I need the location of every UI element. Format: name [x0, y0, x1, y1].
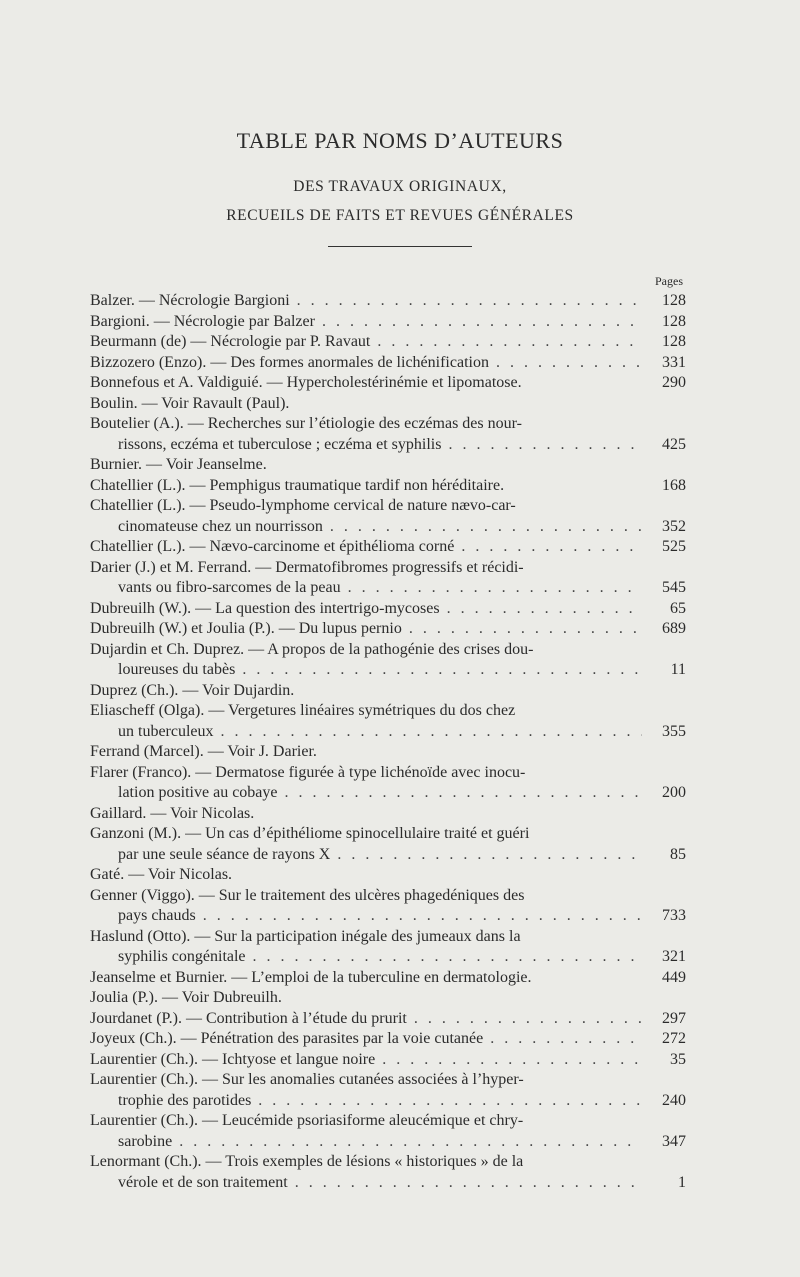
entry-text: Laurentier (Ch.). — Leucémide psoriasiforme aleucémique et chry-: [90, 1112, 524, 1129]
entry-text: Gaté. — Voir Nicolas.: [90, 866, 233, 883]
index-entry-line: [90, 1009, 686, 1030]
entry-text: Bonnefous et A. Valdiguié. — Hypercholestérinémie et lipomatose.: [90, 374, 522, 391]
entry-page-number: 200: [662, 784, 686, 801]
entry-text: Balzer. — Nécrologie Bargioni . . .: [90, 291, 642, 312]
entry-text: Beurmann (de) — Nécrologie par P. Ravaut . . .: [90, 332, 642, 353]
entry-text: trophie des parotides . . .: [90, 1091, 642, 1112]
entry-text: Lenormant (Ch.). — Trois exemples de lésions « historiques » de la: [90, 1153, 524, 1170]
index-entry-line: [90, 640, 686, 661]
entry-text: pays chauds . . .: [90, 906, 642, 927]
entry-text: Joyeux (Ch.). — Pénétration des parasites par la voie cutanée . . .: [90, 1029, 642, 1050]
index-entry-line: [90, 681, 686, 702]
index-entry-line: [90, 660, 686, 681]
entry-text: Dubreuilh (W.). — La question des intertrigo-mycoses . . .: [90, 599, 642, 620]
entry-text: rissons, eczéma et tuberculose ; eczéma et syphilis . . .: [90, 435, 642, 456]
index-entry-line: [90, 599, 686, 620]
entry-page-number: 290: [662, 374, 686, 391]
entry-page-number: 733: [662, 907, 686, 924]
entry-page-number: 168: [662, 476, 686, 494]
entry-text: Eliascheff (Olga). — Vergetures linéaires symétriques du dos chez: [90, 702, 516, 719]
entry-text: Flarer (Franco). — Dermatose figurée à type lichénoïde avec inocu-: [90, 763, 526, 781]
entry-text: Laurentier (Ch.). — Ichtyose et langue noire . . .: [90, 1050, 642, 1071]
entry-text: Joulia (P.). — Voir Dubreuilh.: [90, 989, 282, 1006]
entry-page-number: 128: [662, 292, 686, 309]
entry-page-number: 11: [670, 661, 686, 678]
index-entry-line: [90, 988, 686, 1009]
entry-page-number: 689: [662, 620, 686, 637]
entry-page-number: 65: [670, 599, 686, 617]
entry-page-number: 240: [662, 1091, 686, 1109]
index-entry-line: [90, 722, 686, 743]
entry-text: Chatellier (L.). — Pseudo-lymphome cervical de nature nævo-car-: [90, 497, 516, 514]
entry-page-number: 128: [662, 333, 686, 350]
entry-page-number: 425: [662, 435, 686, 453]
entry-page-number: 272: [662, 1030, 686, 1047]
index-entry-line: [90, 619, 686, 640]
entry-text: par une seule séance de rayons X . . .: [90, 845, 642, 866]
entry-text: Haslund (Otto). — Sur la participation inégale des jumeaux dans la: [90, 927, 521, 945]
entry-text: Jourdanet (P.). — Contribution à l’étude du prurit . . .: [90, 1009, 642, 1030]
entry-page-number: 347: [662, 1132, 686, 1150]
index-entry-line: [90, 927, 686, 948]
entry-text: Ferrand (Marcel). — Voir J. Darier.: [90, 743, 317, 760]
index-entry-line: [90, 968, 686, 989]
index-entry-line: [90, 353, 686, 374]
subtitle-line-2: RECUEILS DE FAITS ET REVUES GÉNÉRALES: [226, 207, 574, 224]
author-index-list: [90, 291, 686, 1193]
entry-page-number: 355: [662, 722, 686, 740]
index-entry-line: [90, 783, 686, 804]
entry-text: un tuberculeux . . .: [90, 722, 642, 743]
index-entry-line: [90, 865, 686, 886]
index-entry-line: [90, 414, 686, 435]
index-entry-line: [90, 476, 686, 497]
entry-text: Gaillard. — Voir Nicolas.: [90, 804, 255, 822]
entry-text: Duprez (Ch.). — Voir Dujardin.: [90, 681, 295, 699]
entry-text: vants ou fibro-sarcomes de la peau . . .: [90, 578, 642, 599]
index-entry-line: [90, 1091, 686, 1112]
entry-text: syphilis congénitale . . .: [90, 947, 642, 968]
entry-text: Burnier. — Voir Jeanselme.: [90, 456, 267, 473]
index-entry-line: [90, 1152, 686, 1173]
index-entry-line: [90, 394, 686, 415]
entry-text: Laurentier (Ch.). — Sur les anomalies cutanées associées à l’hyper-: [90, 1071, 524, 1088]
index-entry-line: [90, 804, 686, 825]
index-entry-line: [90, 1070, 686, 1091]
index-entry-line: [90, 578, 686, 599]
entry-text: vérole et de son traitement . . .: [90, 1173, 642, 1194]
entry-page-number: 85: [670, 845, 686, 863]
index-entry-line: [90, 332, 686, 353]
index-entry-line: [90, 845, 686, 866]
entry-text: Boulin. — Voir Ravault (Paul).: [90, 394, 290, 412]
entry-text: cinomateuse chez un nourrisson . . .: [90, 517, 642, 538]
entry-page-number: 525: [662, 538, 686, 555]
entry-text: Chatellier (L.). — Nævo-carcinome et épithélioma corné . . .: [90, 537, 642, 558]
index-entry-line: [90, 517, 686, 538]
entry-page-number: 449: [662, 968, 686, 986]
index-entry-line: [90, 373, 686, 394]
entry-page-number: 331: [662, 353, 686, 371]
index-entry-line: [90, 455, 686, 476]
index-entry-line: [90, 1173, 686, 1194]
index-entry-line: [90, 537, 686, 558]
entry-text: Bizzozero (Enzo). — Des formes anormales de lichénification . . .: [90, 353, 642, 374]
entry-text: lation positive au cobaye . . .: [90, 783, 642, 804]
entry-text: Bargioni. — Nécrologie par Balzer . . .: [90, 312, 642, 333]
entry-text: Darier (J.) et M. Ferrand. — Dermatofibromes progressifs et récidi-: [90, 558, 524, 576]
entry-text: Ganzoni (M.). — Un cas d’épithéliome spinocellulaire traité et guéri: [90, 825, 530, 842]
subtitle-line-1: DES TRAVAUX ORIGINAUX,: [293, 178, 507, 195]
entry-text: Dubreuilh (W.) et Joulia (P.). — Du lupus pernio . . .: [90, 619, 642, 640]
title-divider: [328, 246, 472, 247]
entry-page-number: 545: [662, 579, 686, 596]
entry-page-number: 321: [662, 948, 686, 965]
entry-page-number: 128: [662, 312, 686, 330]
entry-page-number: 35: [670, 1050, 686, 1068]
index-entry-line: [90, 824, 686, 845]
index-entry-line: [90, 1029, 686, 1050]
index-entry-line: [90, 947, 686, 968]
index-entry-line: [90, 435, 686, 456]
entry-text: Jeanselme et Burnier. — L’emploi de la tuberculine en dermatologie.: [90, 968, 532, 986]
index-entry-line: [90, 1132, 686, 1153]
entry-text: Chatellier (L.). — Pemphigus traumatique tardif non héréditaire.: [90, 476, 505, 494]
entry-text: Genner (Viggo). — Sur le traitement des ulcères phagedéniques des: [90, 886, 525, 904]
entry-text: Boutelier (A.). — Recherches sur l’étiologie des eczémas des nour-: [90, 415, 522, 432]
index-entry-line: [90, 886, 686, 907]
index-entry-line: [90, 558, 686, 579]
entry-text: loureuses du tabès . . .: [90, 660, 642, 681]
page-title: TABLE PAR NOMS D’AUTEURS: [236, 128, 564, 153]
index-entry-line: [90, 291, 686, 312]
index-entry-line: [90, 742, 686, 763]
index-entry-line: [90, 1050, 686, 1071]
entry-page-number: 352: [662, 517, 686, 535]
index-entry-line: [90, 1111, 686, 1132]
pages-column-header: Pages: [655, 274, 683, 288]
index-entry-line: [90, 763, 686, 784]
index-entry-line: [90, 496, 686, 517]
index-entry-line: [90, 906, 686, 927]
entry-page-number: 1: [678, 1173, 686, 1191]
index-entry-line: [90, 701, 686, 722]
index-entry-line: [90, 312, 686, 333]
entry-text: sarobine . . .: [90, 1132, 642, 1153]
entry-text: Dujardin et Ch. Duprez. — A propos de la pathogénie des crises dou-: [90, 640, 534, 658]
entry-page-number: 297: [662, 1009, 686, 1027]
